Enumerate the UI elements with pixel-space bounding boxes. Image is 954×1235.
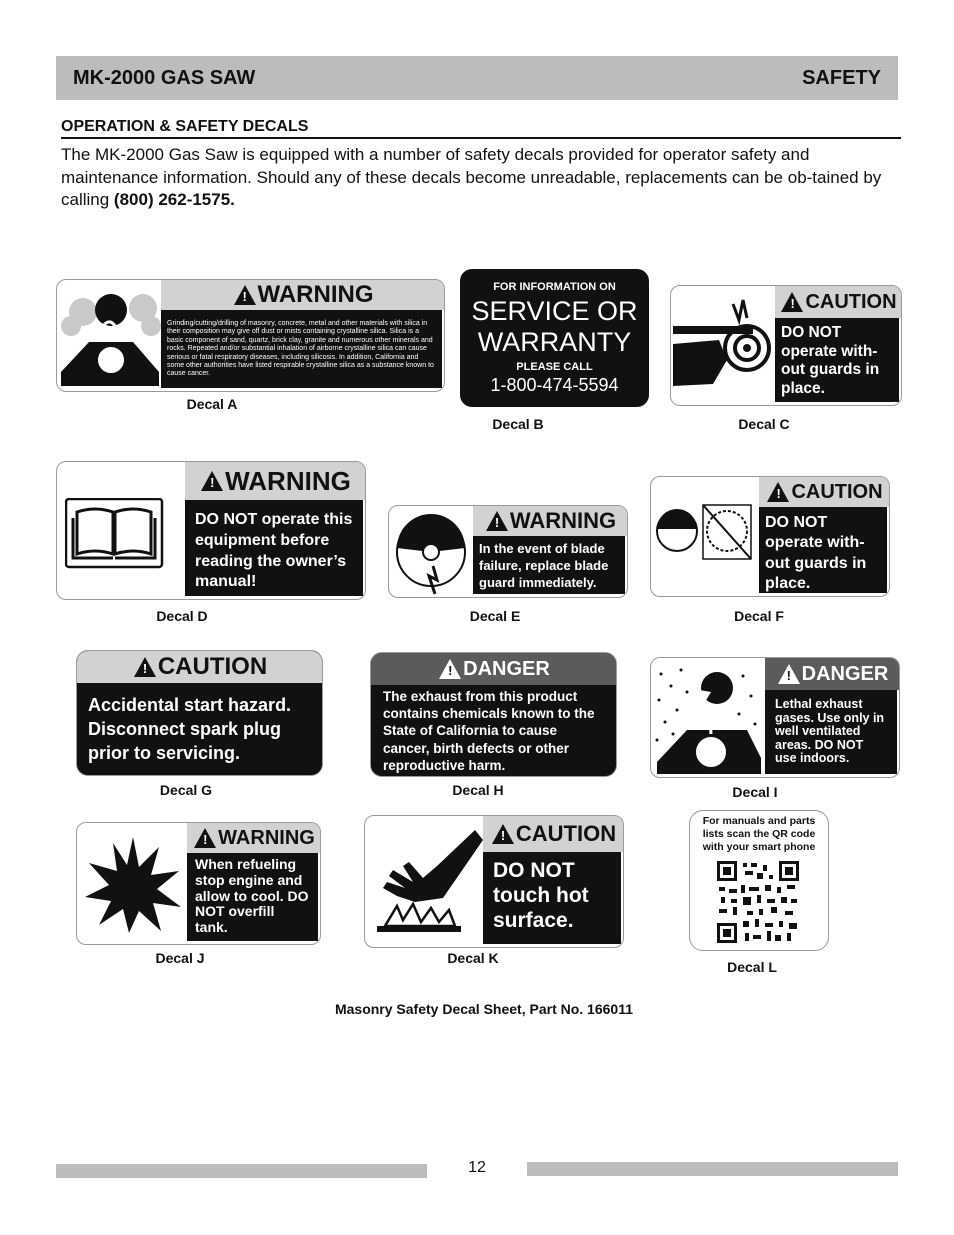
- decal-a-text: Grinding/cutting/drilling of masonry, concrete, metal and other materials with silica in their composition may give off dust or mists containing crystalline silica. Silica is a basic component of sand, quartz, brick clay, granite and numerous other minerals and rocks. Repeated and/or substantial inhalation of airborne crystalline silica can cause serious or fatal respiratory diseases, including silicosis. In addition, California and some other authorities have listed respirable crystalline silica as a substance known to cause cancer.: [161, 310, 442, 388]
- decal-l: [689, 810, 829, 951]
- decal-b-line1: FOR INFORMATION ON: [493, 281, 616, 293]
- decal-i-text: Lethal exhaust gases. Use only in well ventilated areas. DO NOT use indoors.: [765, 690, 897, 774]
- manual-title: MK-2000 GAS SAW: [73, 67, 256, 89]
- decal-d-label: Decal D: [156, 608, 208, 624]
- decal-c-text: DO NOT operate with-out guards in place.: [775, 318, 899, 402]
- decal-j-header: ! WARNING: [187, 823, 321, 853]
- decal-g: [76, 650, 323, 776]
- footer-bar-right: [527, 1162, 898, 1176]
- decal-k: [364, 815, 624, 948]
- decal-f-label: Decal F: [734, 608, 784, 624]
- decal-f-text: DO NOT operate with-out guards in place.: [759, 507, 887, 593]
- decal-d-header: ! WARNING: [185, 462, 366, 500]
- decal-k-header: ! CAUTION: [483, 816, 624, 852]
- decal-h: [370, 652, 617, 777]
- decal-l-label: Decal L: [727, 959, 777, 975]
- decal-j-label: Decal J: [155, 950, 205, 966]
- decal-b-line4: PLEASE CALL: [516, 361, 593, 373]
- hot-surface-icon: [375, 826, 485, 938]
- danger-triangle-icon: [439, 659, 461, 679]
- blade-guard-icon: [393, 510, 473, 596]
- decal-k-text: DO NOT touch hot surface.: [483, 852, 621, 944]
- decal-g-label: Decal G: [159, 782, 213, 798]
- decal-g-header: ! CAUTION: [77, 651, 323, 683]
- decal-b-label: Decal B: [492, 416, 544, 432]
- decal-b-line3: WARRANTY: [477, 327, 632, 357]
- decal-j: [76, 822, 321, 945]
- decal-j-text: When refueling stop engine and allow to cool. DO NOT overfill tank.: [187, 853, 318, 941]
- danger-triangle-icon: [778, 664, 800, 684]
- footer-bar-left: [56, 1164, 427, 1178]
- decal-b-line2: SERVICE OR: [471, 296, 638, 326]
- decal-a-label: Decal A: [186, 396, 238, 412]
- decal-e-text: In the event of blade failure, replace blade guard immediately.: [473, 536, 625, 594]
- section-title: OPERATION & SAFETY DECALS: [61, 118, 309, 135]
- intro-phone: (800) 262-1575.: [113, 190, 235, 209]
- decal-b-phone: 1-800-474-5594: [490, 375, 619, 395]
- decal-a: [56, 279, 445, 392]
- decal-h-label: Decal H: [452, 782, 504, 798]
- decal-f: [650, 476, 890, 597]
- decal-e-header: ! WARNING: [473, 506, 628, 536]
- page-number: 12: [468, 1159, 486, 1176]
- qr-code-icon: [717, 861, 799, 943]
- warning-triangle-icon: [486, 511, 508, 531]
- warning-triangle-icon: [194, 828, 216, 848]
- header-bar: [56, 56, 898, 100]
- caution-triangle-icon: [134, 657, 156, 677]
- read-manual-icon: [65, 498, 165, 570]
- decal-i-header: ! DANGER: [765, 658, 900, 690]
- hand-belt-hazard-icon: [673, 296, 775, 396]
- guard-required-icon: [655, 503, 753, 563]
- caution-triangle-icon: [767, 482, 789, 502]
- decal-sheet-caption: Masonry Safety Decal Sheet, Part No. 166011: [334, 1001, 634, 1017]
- intro-paragraph: [61, 144, 901, 212]
- decal-h-text: The exhaust from this product contains chemicals known to the State of California to cause cancer, birth defects or other reproductive harm.: [371, 685, 617, 777]
- decal-c-header: ! CAUTION: [775, 286, 902, 318]
- decal-g-text: Accidental start hazard. Disconnect spark plug prior to servicing.: [77, 683, 323, 775]
- caution-triangle-icon: [492, 824, 514, 844]
- section-divider: [61, 137, 901, 139]
- decal-i-label: Decal I: [732, 784, 778, 800]
- section-name: SAFETY: [802, 67, 881, 89]
- decal-e-label: Decal E: [469, 608, 521, 624]
- decal-d-text: DO NOT operate this equipment before reading the owner’s manual!: [185, 500, 363, 596]
- decal-a-header: ! WARNING: [161, 280, 445, 310]
- decal-d: [56, 461, 366, 600]
- breathing-hazard-icon: [59, 286, 161, 386]
- decal-h-header: ! DANGER: [371, 653, 617, 685]
- decal-b: [460, 269, 649, 407]
- warning-triangle-icon: [234, 285, 256, 305]
- explosion-icon: [83, 833, 183, 935]
- decal-e: [388, 505, 628, 598]
- caution-triangle-icon: [781, 292, 803, 312]
- decal-c-label: Decal C: [738, 416, 790, 432]
- intro-text: The MK-2000 Gas Saw is equipped with a number of safety decals provided for operator safety and maintenance information. Should any of these decals become unreadable, replacements can be ob-tained by calling: [61, 145, 882, 209]
- decal-i: [650, 657, 900, 778]
- decal-c: [670, 285, 902, 406]
- decal-k-label: Decal K: [447, 950, 499, 966]
- decal-l-text: For manuals and parts lists scan the QR code with your smart phone: [702, 815, 816, 853]
- exhaust-hazard-icon: [653, 662, 761, 774]
- decal-f-header: ! CAUTION: [759, 477, 890, 507]
- warning-triangle-icon: [201, 471, 223, 491]
